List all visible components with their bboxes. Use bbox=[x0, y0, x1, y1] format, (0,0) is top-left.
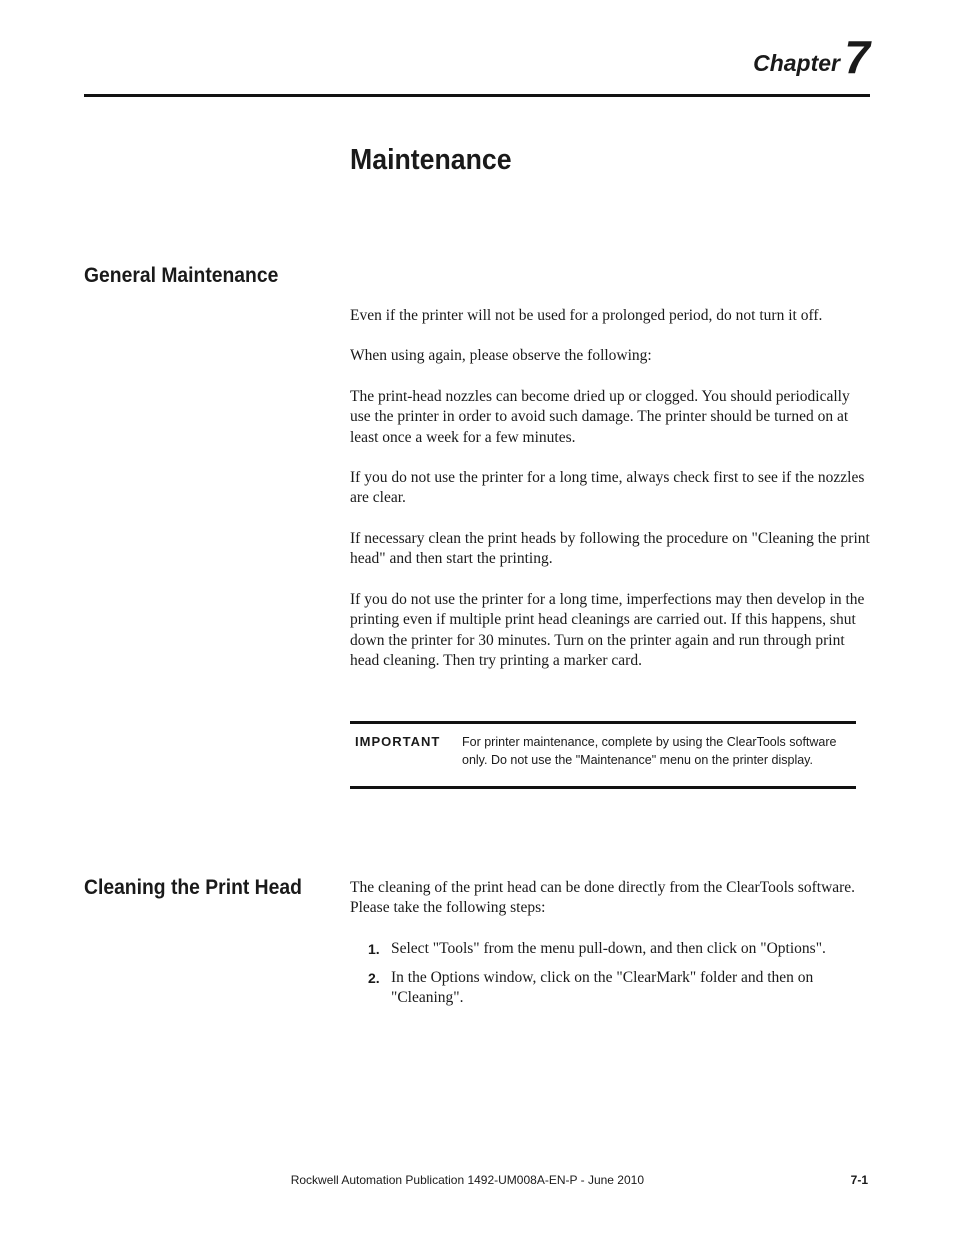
paragraph: When using again, please observe the following: bbox=[350, 347, 652, 364]
paragraph: If necessary clean the print heads by following the procedure on "Cleaning the print head" and then start the printing. bbox=[350, 530, 870, 568]
step-text: Select "Tools" from the menu pull-down, and then click on "Options". bbox=[391, 940, 826, 957]
chapter-number: 7 bbox=[844, 31, 870, 83]
step-text: In the Options window, click on the "ClearMark" folder and then on "Cleaning". bbox=[391, 969, 814, 1007]
footer-publication: Rockwell Automation Publication 1492-UM008A-EN-P - June 2010 bbox=[290, 1173, 644, 1187]
step-number: 2. bbox=[368, 970, 380, 986]
important-text: For printer maintenance, complete by using the ClearTools software only. Do not use the "Maintenance" menu on the printer display. bbox=[462, 735, 837, 767]
footer-page-number: 7-1 bbox=[850, 1173, 868, 1187]
important-note bbox=[350, 721, 856, 789]
page-title: Maintenance bbox=[350, 144, 512, 176]
header-rule bbox=[84, 94, 870, 97]
paragraph: If you do not use the printer for a long time, imperfections may then develop in the printing even if multiple print head cleanings are carried out. If this happens, shut down the printer for 30 minutes. Turn on the printer again and run through print head cleaning. Then try printing a marker card. bbox=[350, 591, 865, 669]
step-number: 1. bbox=[368, 941, 380, 957]
paragraph: If you do not use the printer for a long time, always check first to see if the nozzles are clear. bbox=[350, 469, 865, 507]
paragraph: The print-head nozzles can become dried up or clogged. You should periodically use the printer in order to avoid such damage. The printer should be turned on at least once a week for a few minutes. bbox=[350, 388, 850, 446]
section-heading-general-maintenance: General Maintenance bbox=[84, 264, 279, 287]
paragraph: The cleaning of the print head can be done directly from the ClearTools software. Please take the following steps: bbox=[350, 879, 856, 917]
paragraph: Even if the printer will not be used for a prolonged period, do not turn it off. bbox=[350, 307, 823, 324]
section-heading-cleaning-print-head: Cleaning the Print Head bbox=[84, 876, 302, 899]
important-label: IMPORTANT bbox=[355, 734, 441, 749]
chapter-label: Chapter bbox=[753, 50, 840, 76]
